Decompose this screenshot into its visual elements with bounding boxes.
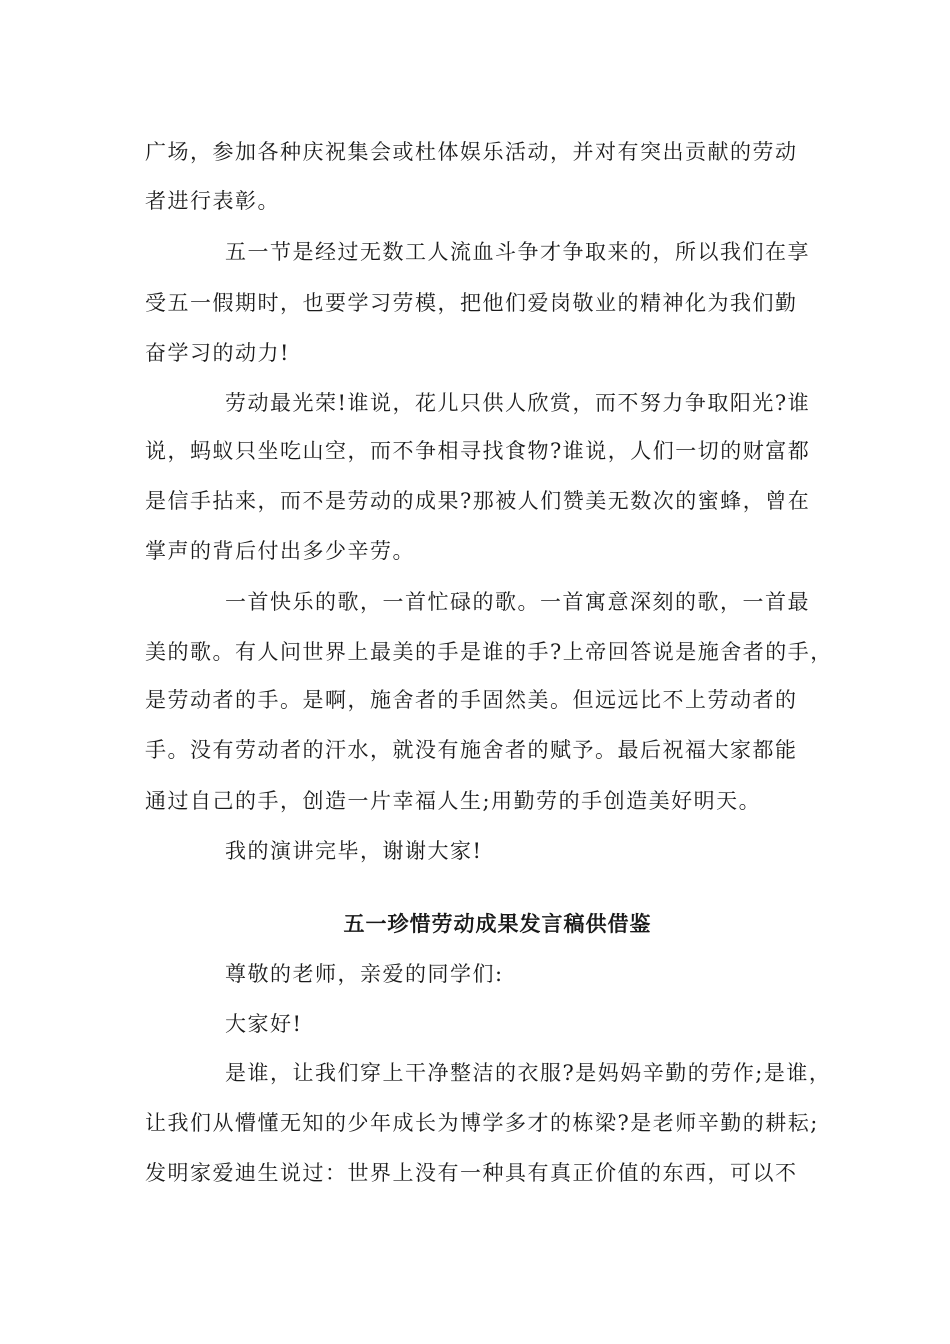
text-line: 手。没有劳动者的汗水，就没有施舍者的赋予。最后祝福大家都能 <box>145 738 798 762</box>
text-line: 受五一假期时，也要学习劳模，把他们爱岗敬业的精神化为我们勤 <box>145 291 798 315</box>
text-line: 通过自己的手，创造一片幸福人生;用勤劳的手创造美好明天。 <box>145 789 762 813</box>
text-line: 说，蚂蚁只坐吃山空，而不争相寻找食物?谁说，人们一切的财富都 <box>145 439 811 463</box>
greeting-line: 大家好! <box>225 1012 303 1036</box>
text-line: 美的歌。有人问世界上最美的手是谁的手?上帝回答说是施舍者的手， <box>145 640 833 664</box>
paragraph-start-line: 是谁，让我们穿上干净整洁的衣服?是妈妈辛勤的劳作;是谁， <box>225 1061 832 1085</box>
salutation-line: 尊敬的老师，亲爱的同学们: <box>225 962 504 986</box>
text-line: 发明家爱迪生说过：世界上没有一种具有真正价值的东西，可以不 <box>145 1161 798 1185</box>
text-line: 广场，参加各种庆祝集会或杜体娱乐活动，并对有突出贡献的劳动 <box>145 140 798 164</box>
paragraph-start-line: 一首快乐的歌，一首忙碌的歌。一首寓意深刻的歌，一首最 <box>225 590 810 614</box>
text-line: 者进行表彰。 <box>145 189 280 213</box>
text-line: 让我们从懵懂无知的少年成长为博学多才的栋梁?是老师辛勤的耕耘; <box>145 1111 819 1135</box>
section-heading: 五一珍惜劳动成果发言稿供借鉴 <box>343 911 652 936</box>
text-line: 掌声的背后付出多少辛劳。 <box>145 539 415 563</box>
paragraph-start-line: 劳动最光荣!谁说，花儿只供人欣赏，而不努力争取阳光?谁 <box>225 391 811 415</box>
text-line: 是劳动者的手。是啊，施舍者的手固然美。但远远比不上劳动者的 <box>145 688 798 712</box>
paragraph-start-line: 五一节是经过无数工人流血斗争才争取来的，所以我们在享 <box>225 240 810 264</box>
text-line: 奋学习的动力! <box>145 341 290 365</box>
closing-line: 我的演讲完毕，谢谢大家! <box>225 839 483 863</box>
text-line: 是信手拈来，而不是劳动的成果?那被人们赞美无数次的蜜蜂，曾在 <box>145 489 811 513</box>
